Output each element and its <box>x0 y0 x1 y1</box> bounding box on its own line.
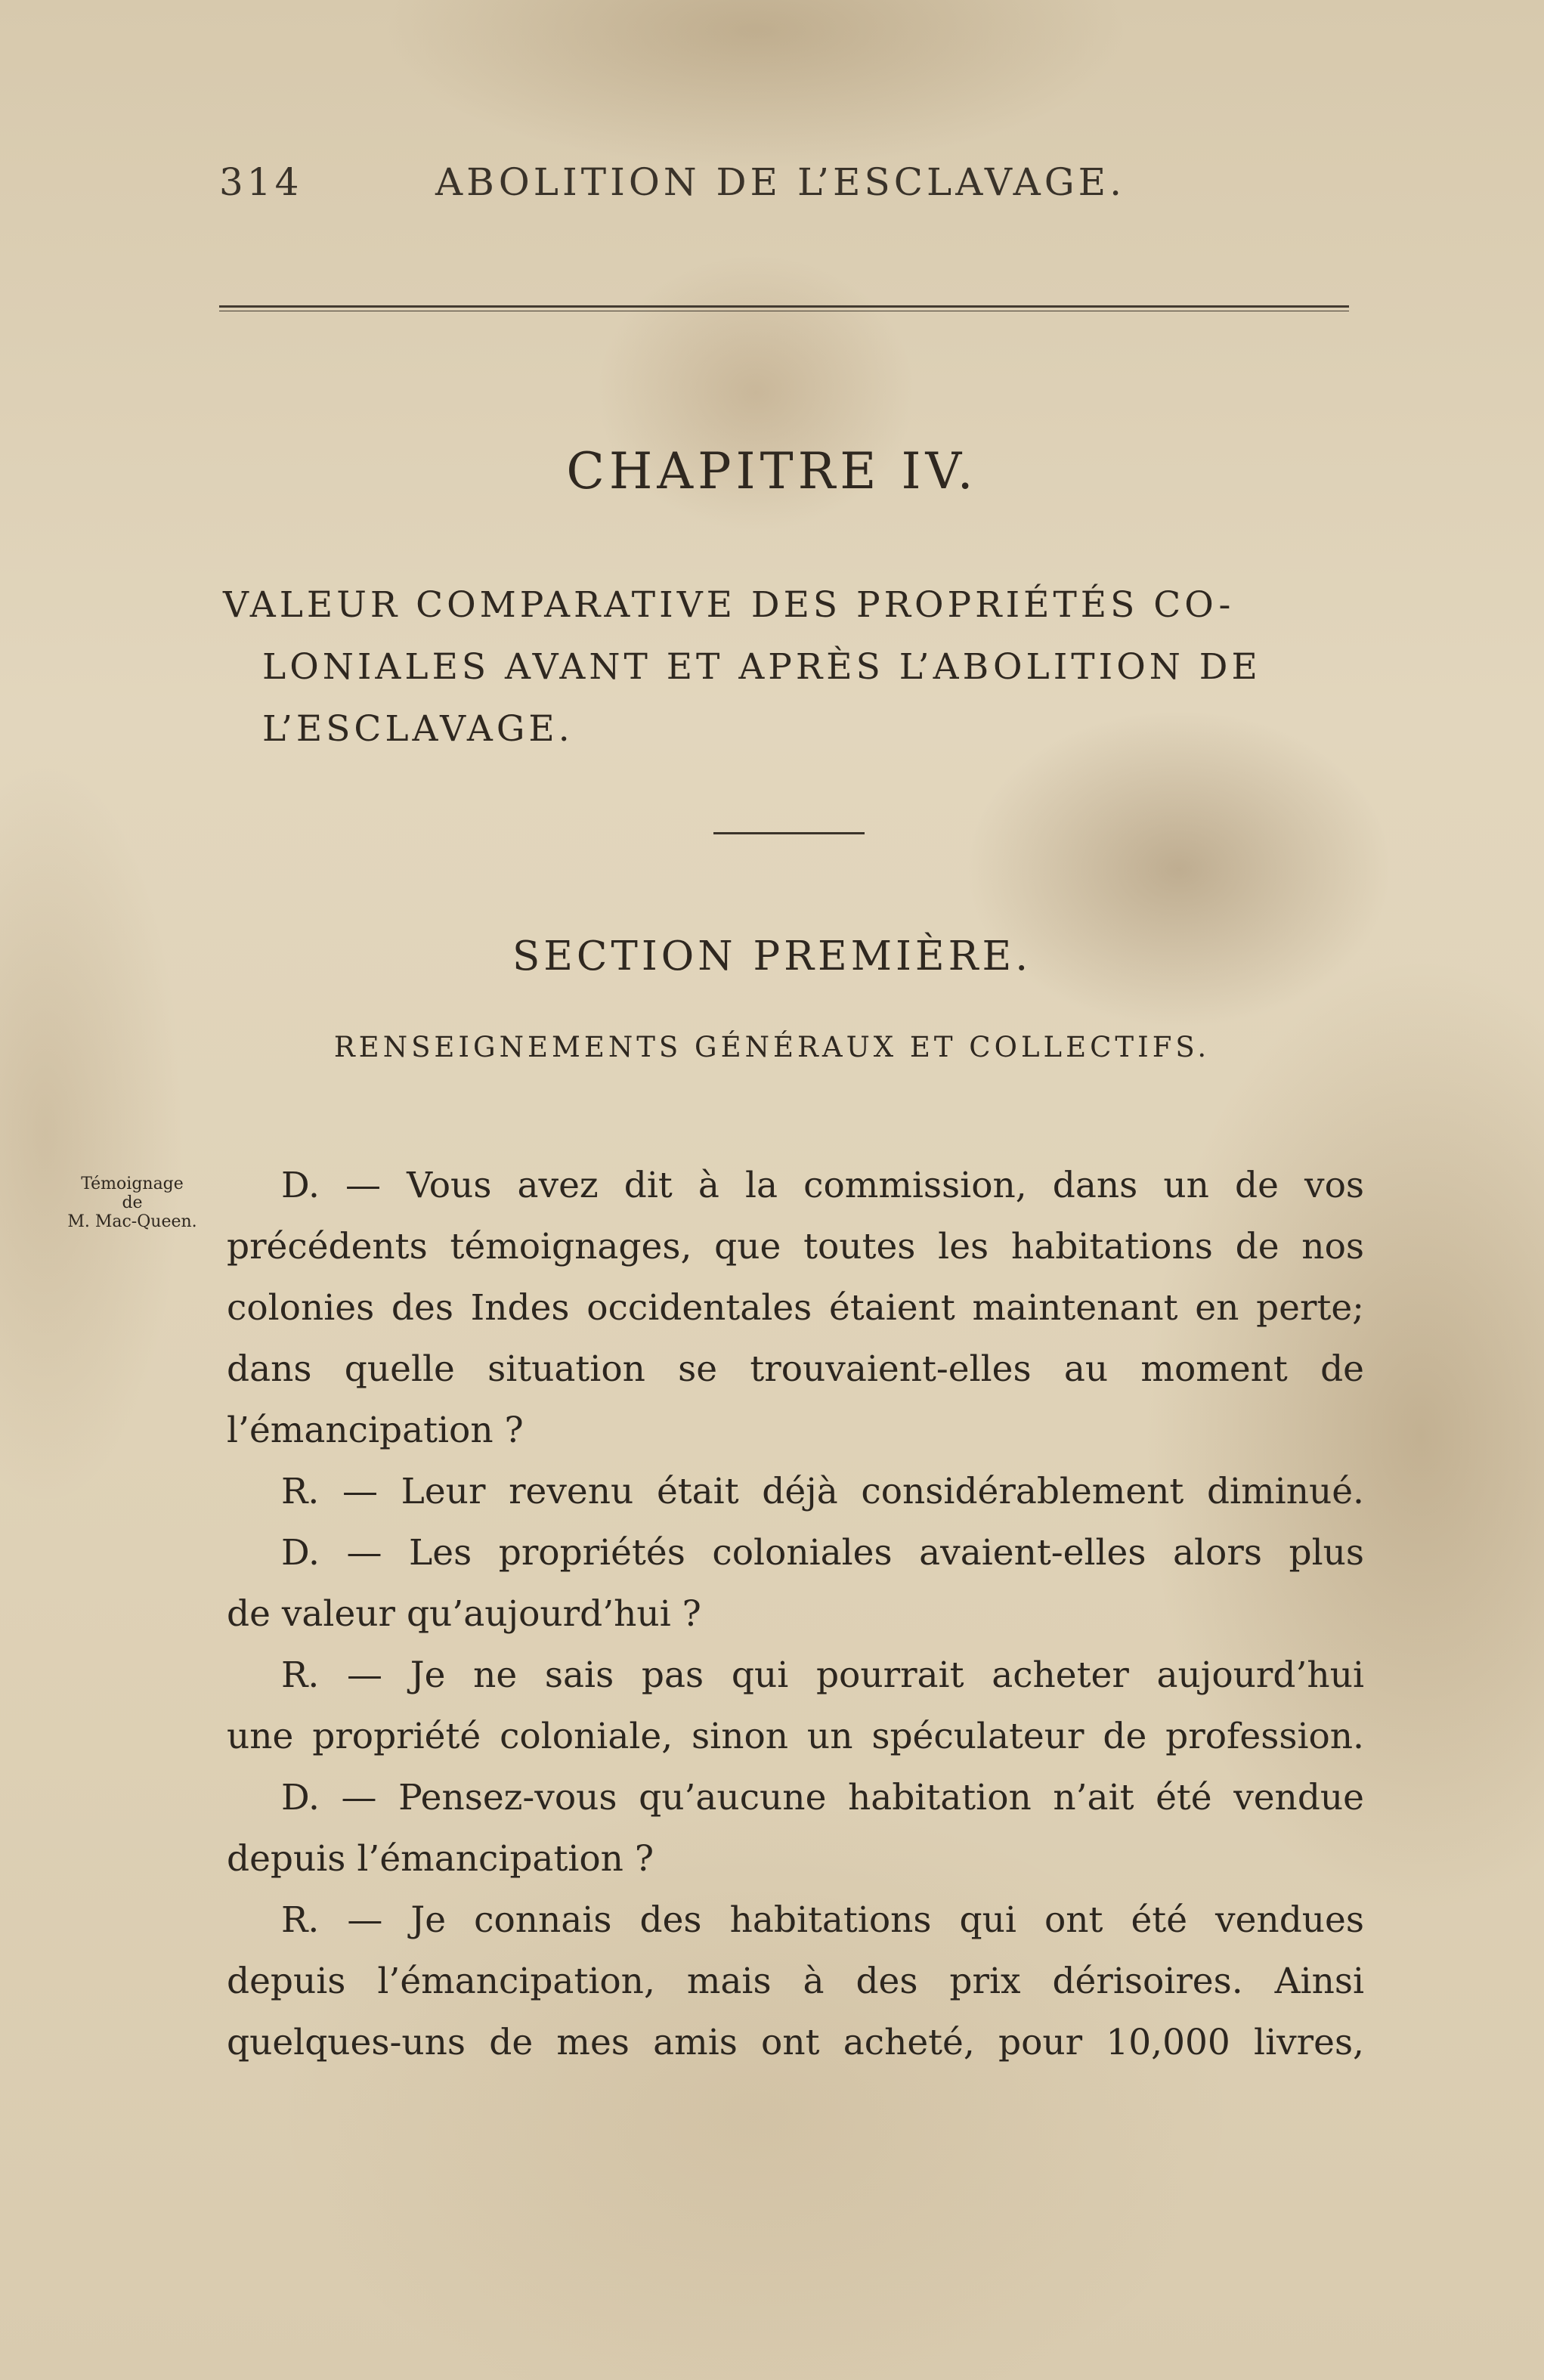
margin-note-line: de <box>122 1193 143 1212</box>
body-line: D. — Vous avez dit à la commission, dans un de vos <box>281 1165 1364 1206</box>
body-line: dans quelle situation se trouvaient-elles au moment de <box>227 1348 1364 1390</box>
body-line: D. — Les propriétés coloniales avaient-elles alors plus <box>281 1532 1364 1574</box>
chapter-title: CHAPITRE IV. <box>566 442 978 500</box>
section-title: SECTION PREMIÈRE. <box>512 933 1032 980</box>
page-number: 314 <box>219 160 303 204</box>
running-head <box>219 160 1134 209</box>
body-line: précédents témoignages, que toutes les habitations de nos <box>227 1226 1364 1267</box>
body-line: R. — Leur revenu était déjà considérablement diminué. <box>281 1471 1364 1512</box>
margin-note-line: M. Mac-Queen. <box>67 1212 197 1231</box>
chapter-subtitle <box>223 574 1357 760</box>
body-line: de valeur qu’aujourd’hui ? <box>227 1593 701 1635</box>
body-line: une propriété coloniale, sinon un spéculateur de profession. <box>227 1716 1364 1757</box>
body-line: R. — Je connais des habitations qui ont été vendues <box>281 1899 1364 1941</box>
body-line: quelques-uns de mes amis ont acheté, pour 10,000 livres, <box>227 2022 1364 2063</box>
margin-note <box>23 1175 242 1231</box>
body-line: R. — Je ne sais pas qui pourrait acheter aujourd’hui <box>281 1654 1364 1696</box>
body-line: depuis l’émancipation, mais à des prix dérisoires. Ainsi <box>227 1961 1364 2002</box>
chapter-subtitle-line: L’ESCLAVAGE. <box>262 708 574 750</box>
section-divider <box>713 832 865 834</box>
body-line: colonies des Indes occidentales étaient maintenant en perte; <box>227 1287 1364 1329</box>
body-text <box>227 1155 1364 2073</box>
margin-note-line: Témoignage <box>81 1175 184 1193</box>
body-line: D. — Pensez-vous qu’aucune habitation n’ait été vendue <box>281 1777 1364 1818</box>
section-subtitle: RENSEIGNEMENTS GÉNÉRAUX ET COLLECTIFS. <box>333 1031 1211 1063</box>
header-rule <box>219 305 1349 311</box>
body-line: depuis l’émancipation ? <box>227 1838 654 1880</box>
running-title: ABOLITION DE L’ESCLAVAGE. <box>435 160 1126 204</box>
body-line: l’émancipation ? <box>227 1410 524 1451</box>
chapter-subtitle-line: VALEUR COMPARATIVE DES PROPRIÉTÉS CO- <box>223 584 1235 626</box>
chapter-subtitle-line: LONIALES AVANT ET APRÈS L’ABOLITION DE <box>262 646 1261 688</box>
